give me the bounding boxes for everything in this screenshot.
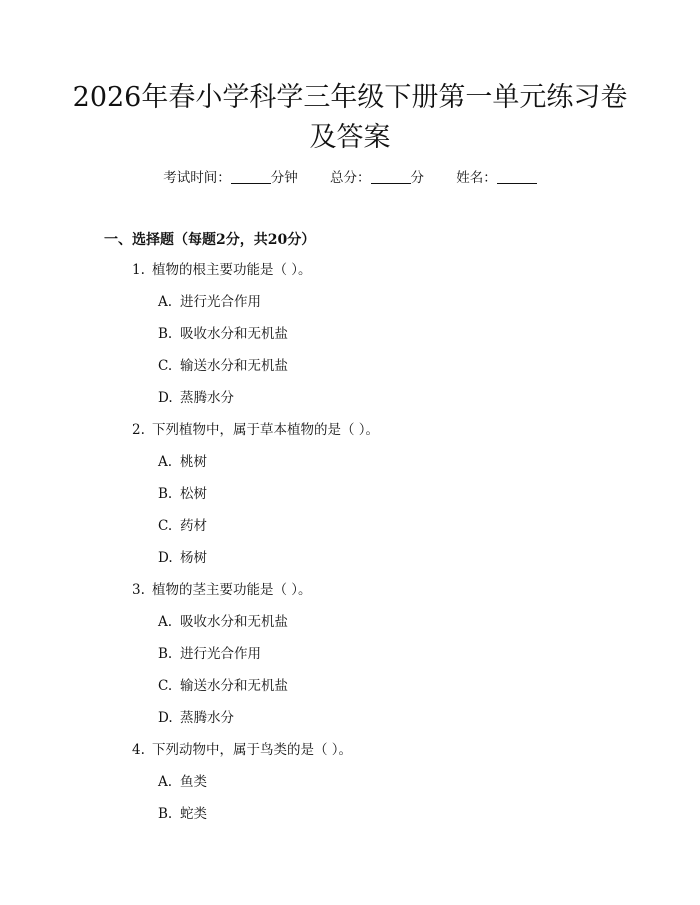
question-item (0, 739, 700, 835)
option-letter: A. (158, 774, 173, 790)
section-heading: 一、选择题（每题2分，共20分） (104, 232, 316, 248)
question-text: 植物的根主要功能是（ ）。 (152, 262, 312, 278)
option-text: 杨树 (180, 550, 207, 566)
answer-option[interactable] (0, 771, 700, 803)
option-text: 药材 (180, 518, 207, 534)
question-number: 3. (132, 582, 145, 598)
option-text: 桃树 (180, 454, 207, 470)
question-stem (0, 579, 700, 611)
total-score-label: 总分： (330, 170, 371, 186)
option-letter: B. (158, 806, 173, 822)
answer-option[interactable] (0, 323, 700, 355)
question-item (0, 419, 700, 579)
exam-time-unit: 分钟 (270, 170, 298, 186)
exam-info-line (0, 168, 700, 188)
option-text: 蒸腾水分 (180, 390, 234, 406)
total-score-unit: 分 (410, 170, 424, 186)
answer-option[interactable] (0, 387, 700, 419)
exam-time-label: 考试时间： (163, 170, 231, 186)
exam-time-blank[interactable] (231, 169, 271, 184)
option-letter: C. (158, 518, 173, 534)
answer-option[interactable] (0, 355, 700, 387)
option-text: 鱼类 (180, 774, 207, 790)
option-letter: A. (158, 454, 173, 470)
answer-option[interactable] (0, 675, 700, 707)
option-text: 吸收水分和无机盐 (180, 614, 288, 630)
question-number: 1. (132, 262, 145, 278)
question-stem (0, 739, 700, 771)
student-name-field (456, 168, 537, 188)
total-score-blank[interactable] (371, 169, 411, 184)
option-letter: A. (158, 294, 173, 310)
answer-option[interactable] (0, 451, 700, 483)
answer-option[interactable] (0, 707, 700, 739)
question-stem (0, 259, 700, 291)
answer-option[interactable] (0, 643, 700, 675)
option-letter: A. (158, 614, 173, 630)
option-letter: D. (158, 550, 173, 566)
answer-option[interactable] (0, 803, 700, 835)
option-text: 吸收水分和无机盐 (180, 326, 288, 342)
option-text: 松树 (180, 486, 207, 502)
student-name-blank[interactable] (497, 169, 537, 184)
option-text: 输送水分和无机盐 (180, 678, 288, 694)
question-text: 下列动物中，属于鸟类的是（ ）。 (152, 742, 353, 758)
answer-option[interactable] (0, 611, 700, 643)
answer-option[interactable] (0, 291, 700, 323)
student-name-label: 姓名： (456, 170, 497, 186)
question-stem (0, 419, 700, 451)
total-score-field (330, 168, 424, 188)
option-letter: D. (158, 710, 173, 726)
option-text: 蒸腾水分 (180, 710, 234, 726)
option-letter: C. (158, 358, 173, 374)
page-title: 2026年春小学科学三年级下册第一单元练习卷及答案 (72, 82, 628, 153)
answer-option[interactable] (0, 515, 700, 547)
exam-time-field (163, 168, 298, 188)
option-letter: B. (158, 326, 173, 342)
question-number: 4. (132, 742, 145, 758)
option-text: 进行光合作用 (180, 646, 261, 662)
option-text: 蛇类 (180, 806, 207, 822)
question-text: 植物的茎主要功能是（ ）。 (152, 582, 312, 598)
option-text: 进行光合作用 (180, 294, 261, 310)
question-list (0, 259, 700, 835)
option-letter: B. (158, 646, 173, 662)
question-text: 下列植物中，属于草本植物的是（ ）。 (152, 422, 380, 438)
question-item (0, 579, 700, 739)
question-item (0, 259, 700, 419)
option-letter: C. (158, 678, 173, 694)
answer-option[interactable] (0, 547, 700, 579)
option-letter: B. (158, 486, 173, 502)
question-number: 2. (132, 422, 145, 438)
option-text: 输送水分和无机盐 (180, 358, 288, 374)
answer-option[interactable] (0, 483, 700, 515)
option-letter: D. (158, 390, 173, 406)
